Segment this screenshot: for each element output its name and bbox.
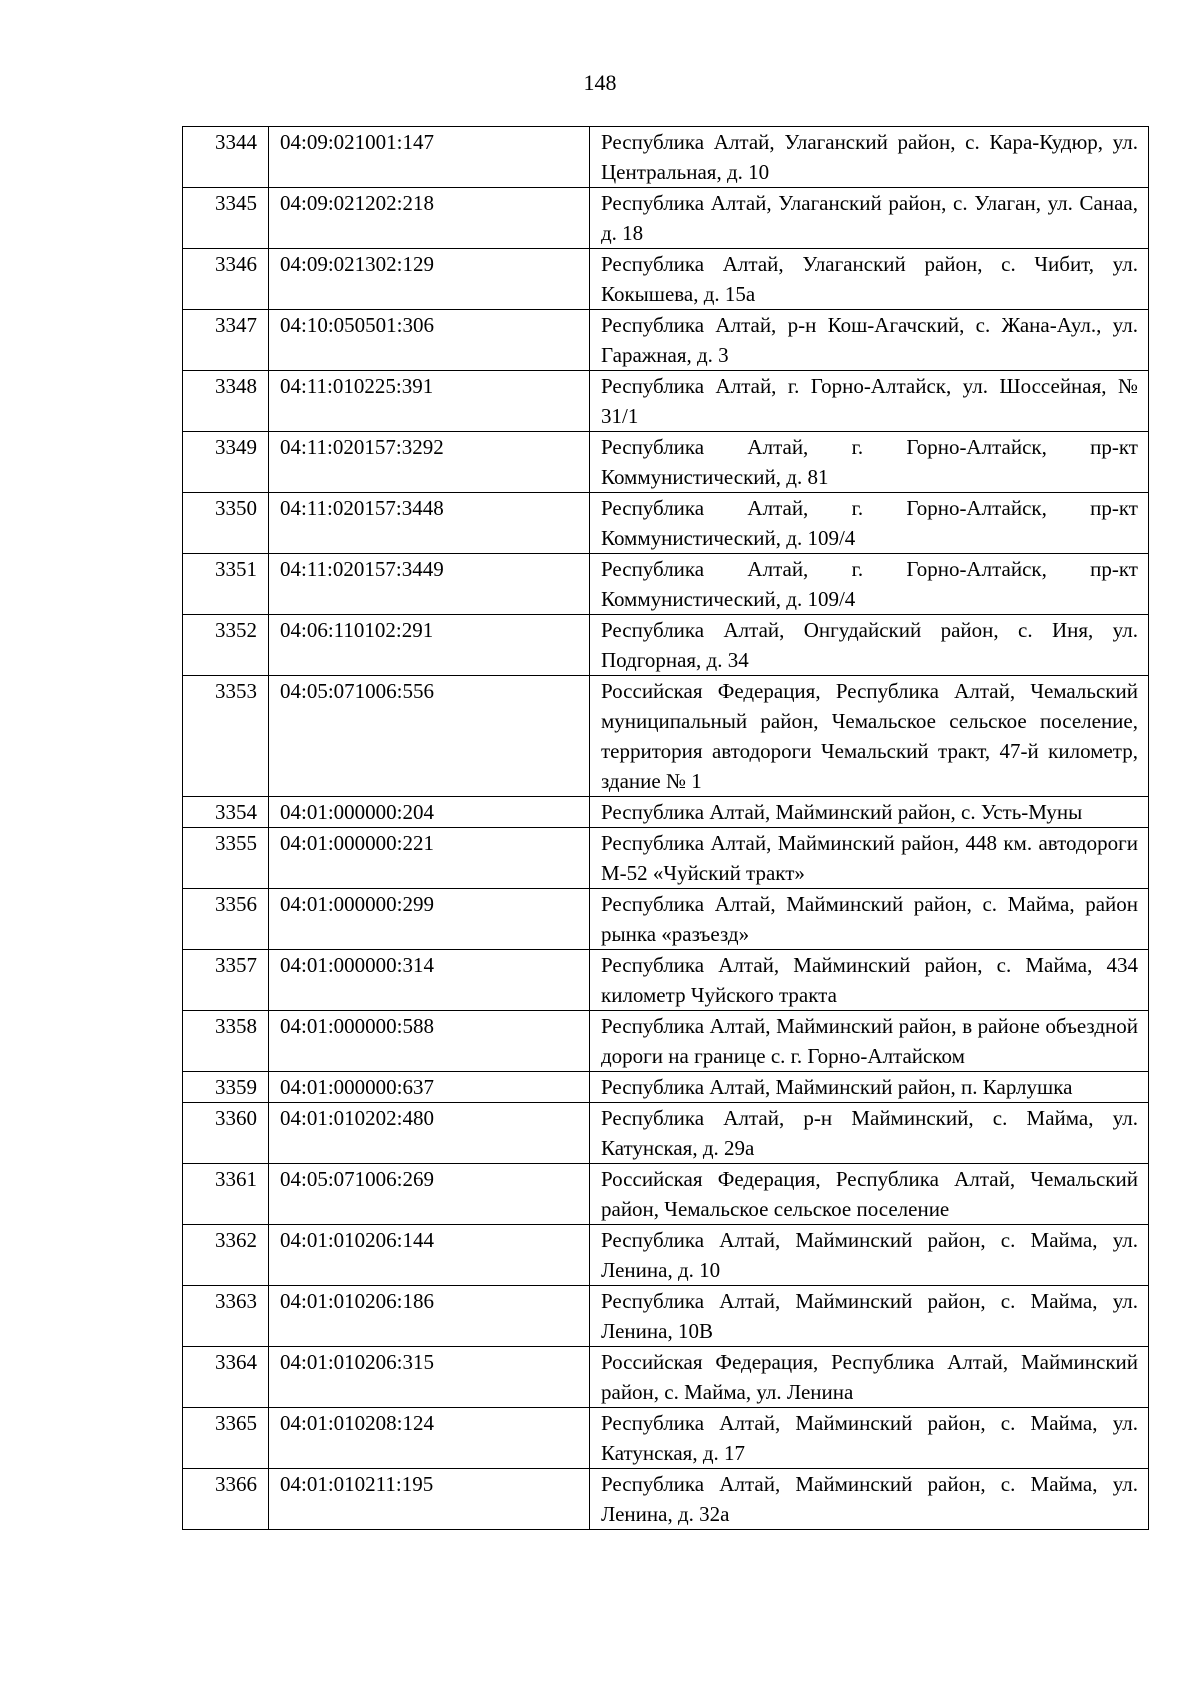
table-row (183, 554, 1149, 615)
address-cell: Республика Алтай, Улаганский район, с. Кара-Кудюр, ул. Центральная, д. 10 (590, 127, 1149, 188)
table-row (183, 615, 1149, 676)
row-number-cell: 3361 (183, 1164, 269, 1225)
address-cell: Республика Алтай, Майминский район, 448 км. автодороги М-52 «Чуйский тракт» (590, 828, 1149, 889)
row-number-cell: 3352 (183, 615, 269, 676)
row-number-cell: 3347 (183, 310, 269, 371)
address-cell: Республика Алтай, р-н Кош-Агачский, с. Жана-Аул., ул. Гаражная, д. 3 (590, 310, 1149, 371)
address-cell: Республика Алтай, г. Горно-Алтайск, пр-кт Коммунистический, д. 109/4 (590, 493, 1149, 554)
cadastral-number-cell: 04:06:110102:291 (269, 615, 590, 676)
row-number-cell: 3355 (183, 828, 269, 889)
address-cell: Республика Алтай, Майминский район, с. Майма, 434 километр Чуйского тракта (590, 950, 1149, 1011)
address-cell: Республика Алтай, г. Горно-Алтайск, ул. Шоссейная, № 31/1 (590, 371, 1149, 432)
cadastral-number-cell: 04:11:020157:3448 (269, 493, 590, 554)
cadastral-number-cell: 04:01:000000:588 (269, 1011, 590, 1072)
table-row (183, 1164, 1149, 1225)
row-number-cell: 3348 (183, 371, 269, 432)
row-number-cell: 3351 (183, 554, 269, 615)
cadastral-number-cell: 04:11:020157:3292 (269, 432, 590, 493)
row-number-cell: 3350 (183, 493, 269, 554)
address-cell: Республика Алтай, Майминский район, с. Майма, ул. Ленина, д. 10 (590, 1225, 1149, 1286)
row-number-cell: 3360 (183, 1103, 269, 1164)
table-row (183, 310, 1149, 371)
cadastral-number-cell: 04:01:000000:637 (269, 1072, 590, 1103)
page-number: 148 (583, 70, 617, 95)
registry-table-body (183, 127, 1149, 1530)
table-row (183, 1103, 1149, 1164)
address-cell: Республика Алтай, Улаганский район, с. Улаган, ул. Санаа, д. 18 (590, 188, 1149, 249)
table-row (183, 188, 1149, 249)
row-number-cell: 3364 (183, 1347, 269, 1408)
row-number-cell: 3359 (183, 1072, 269, 1103)
table-row (183, 1347, 1149, 1408)
row-number-cell: 3357 (183, 950, 269, 1011)
table-row (183, 1286, 1149, 1347)
table-row (183, 797, 1149, 828)
row-number-cell: 3365 (183, 1408, 269, 1469)
table-row (183, 127, 1149, 188)
table-row (183, 1469, 1149, 1530)
row-number-cell: 3346 (183, 249, 269, 310)
cadastral-number-cell: 04:01:000000:299 (269, 889, 590, 950)
cadastral-number-cell: 04:01:010202:480 (269, 1103, 590, 1164)
address-cell: Российская Федерация, Республика Алтай, Чемальский муниципальный район, Чемальское сельское поселение, территория автодороги Чемальский тракт, 47-й километр, здание № 1 (590, 676, 1149, 797)
table-row (183, 371, 1149, 432)
row-number-cell: 3362 (183, 1225, 269, 1286)
address-cell: Республика Алтай, р-н Майминский, с. Майма, ул. Катунская, д. 29а (590, 1103, 1149, 1164)
table-row (183, 828, 1149, 889)
cadastral-number-cell: 04:01:010211:195 (269, 1469, 590, 1530)
table-row (183, 676, 1149, 797)
cadastral-number-cell: 04:01:000000:221 (269, 828, 590, 889)
table-row (183, 249, 1149, 310)
cadastral-number-cell: 04:11:010225:391 (269, 371, 590, 432)
row-number-cell: 3344 (183, 127, 269, 188)
address-cell: Республика Алтай, Улаганский район, с. Чибит, ул. Кокышева, д. 15а (590, 249, 1149, 310)
address-cell: Республика Алтай, Майминский район, с. Майма, ул. Катунская, д. 17 (590, 1408, 1149, 1469)
address-cell: Республика Алтай, Майминский район, с. Усть-Муны (590, 797, 1149, 828)
row-number-cell: 3354 (183, 797, 269, 828)
table-row (183, 432, 1149, 493)
cadastral-number-cell: 04:01:010208:124 (269, 1408, 590, 1469)
cadastral-number-cell: 04:01:010206:315 (269, 1347, 590, 1408)
cadastral-number-cell: 04:10:050501:306 (269, 310, 590, 371)
table-row (183, 1011, 1149, 1072)
cadastral-number-cell: 04:05:071006:556 (269, 676, 590, 797)
row-number-cell: 3345 (183, 188, 269, 249)
cadastral-number-cell: 04:11:020157:3449 (269, 554, 590, 615)
table-row (183, 1225, 1149, 1286)
address-cell: Республика Алтай, Онгудайский район, с. Иня, ул. Подгорная, д. 34 (590, 615, 1149, 676)
cadastral-number-cell: 04:09:021001:147 (269, 127, 590, 188)
table-row (183, 1408, 1149, 1469)
cadastral-number-cell: 04:09:021302:129 (269, 249, 590, 310)
address-cell: Республика Алтай, Майминский район, п. Карлушка (590, 1072, 1149, 1103)
cadastral-number-cell: 04:01:010206:144 (269, 1225, 590, 1286)
address-cell: Республика Алтай, Майминский район, с. Майма, район рынка «разъезд» (590, 889, 1149, 950)
row-number-cell: 3349 (183, 432, 269, 493)
row-number-cell: 3363 (183, 1286, 269, 1347)
table-row (183, 493, 1149, 554)
address-cell: Российская Федерация, Республика Алтай, Чемальский район, Чемальское сельское поселение (590, 1164, 1149, 1225)
table-row (183, 889, 1149, 950)
row-number-cell: 3356 (183, 889, 269, 950)
address-cell: Российская Федерация, Республика Алтай, Майминский район, с. Майма, ул. Ленина (590, 1347, 1149, 1408)
address-cell: Республика Алтай, Майминский район, с. Майма, ул. Ленина, д. 32а (590, 1469, 1149, 1530)
table-row (183, 950, 1149, 1011)
cadastral-number-cell: 04:01:000000:314 (269, 950, 590, 1011)
address-cell: Республика Алтай, г. Горно-Алтайск, пр-кт Коммунистический, д. 109/4 (590, 554, 1149, 615)
cadastral-number-cell: 04:09:021202:218 (269, 188, 590, 249)
row-number-cell: 3353 (183, 676, 269, 797)
address-cell: Республика Алтай, г. Горно-Алтайск, пр-кт Коммунистический, д. 81 (590, 432, 1149, 493)
table-row (183, 1072, 1149, 1103)
cadastral-number-cell: 04:01:000000:204 (269, 797, 590, 828)
address-cell: Республика Алтай, Майминский район, в районе объездной дороги на границе с. г. Горно-Алтайском (590, 1011, 1149, 1072)
cadastral-number-cell: 04:01:010206:186 (269, 1286, 590, 1347)
row-number-cell: 3366 (183, 1469, 269, 1530)
registry-table (182, 126, 1149, 1530)
row-number-cell: 3358 (183, 1011, 269, 1072)
address-cell: Республика Алтай, Майминский район, с. Майма, ул. Ленина, 10В (590, 1286, 1149, 1347)
cadastral-number-cell: 04:05:071006:269 (269, 1164, 590, 1225)
